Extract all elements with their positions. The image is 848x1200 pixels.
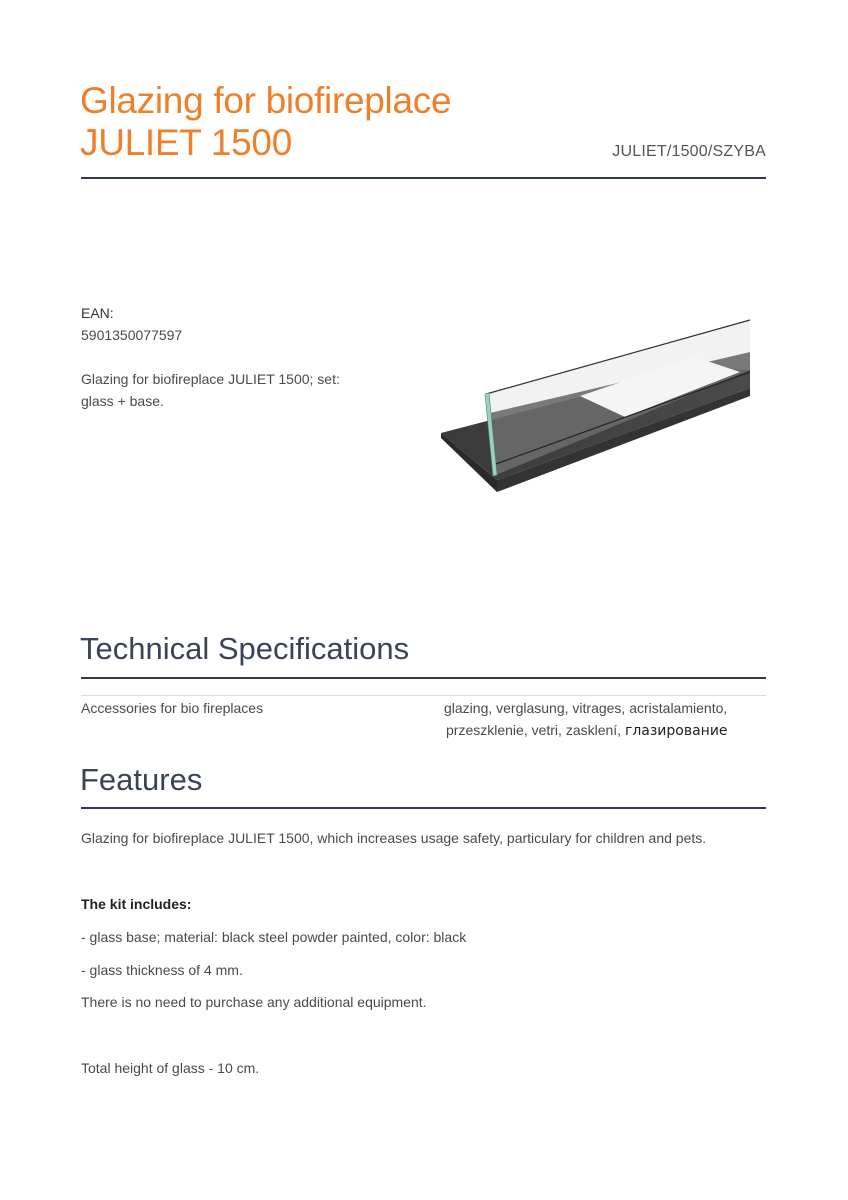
specs-heading: Technical Specifications [80, 631, 410, 666]
ean-value: 5901350077597 [81, 327, 183, 343]
features-heading: Features [80, 762, 203, 797]
features-intro: Glazing for biofireplace JULIET 1500, which increases usage safety, particulary for children and pets. [81, 830, 707, 846]
product-title-line-2: JULIET 1500 [80, 122, 292, 163]
product-sku: JULIET/1500/SZYBA [612, 143, 766, 160]
spec-value [444, 697, 766, 742]
short-description-line-2: glass + base. [81, 393, 164, 409]
features-divider [81, 807, 766, 809]
glass-height-note: Total height of glass - 10 cm. [81, 1060, 260, 1076]
specs-divider [81, 677, 766, 679]
product-title-line-1: Glazing for biofireplace [80, 80, 452, 121]
specs-row-divider [81, 695, 766, 696]
header-divider [81, 177, 766, 179]
spec-value-line-1: glazing, verglasung, vitrages, acristalamiento, [444, 700, 728, 716]
kit-heading: The kit includes: [81, 896, 192, 912]
product-title [80, 80, 451, 164]
kit-item: - glass base; material: black steel powder painted, color: black [81, 929, 467, 945]
ean-label: EAN: [81, 305, 114, 321]
kit-note: There is no need to purchase any additional equipment. [81, 994, 427, 1010]
spec-value-cyrillic: глазирование [624, 723, 728, 739]
short-description-line-1: Glazing for biofireplace JULIET 1500; set: [81, 371, 340, 387]
ean-block [81, 302, 182, 346]
spec-value-latin: przeszklenie, vetri, zasklení, [446, 722, 625, 738]
short-description [81, 368, 401, 412]
kit-item: - glass thickness of 4 mm. [81, 962, 243, 978]
spec-name: Accessories for bio fireplaces [81, 700, 264, 716]
product-glazing-image [430, 310, 760, 500]
spec-value-line-2 [444, 719, 766, 742]
